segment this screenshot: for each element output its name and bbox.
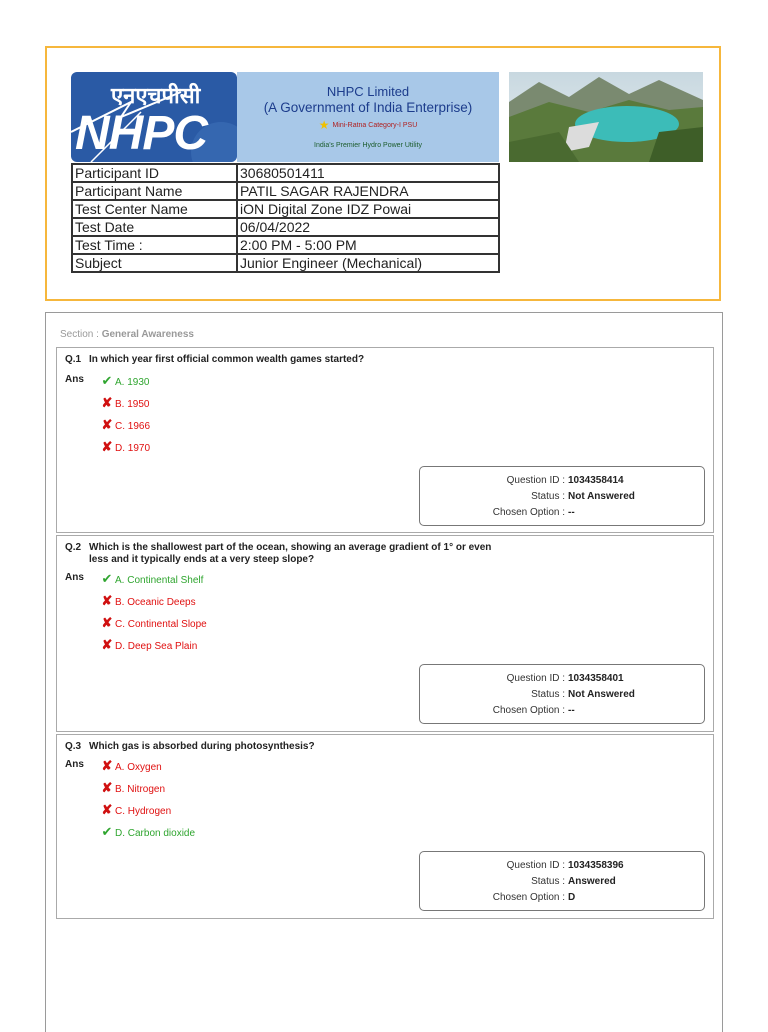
company-name: NHPC Limited xyxy=(326,84,410,99)
chosen-option-value: -- xyxy=(568,507,575,518)
section-label xyxy=(60,329,194,340)
info-key: Participant Name xyxy=(72,182,237,200)
question-card xyxy=(56,734,714,919)
option-label: C. Hydrogen xyxy=(115,806,172,817)
dam-landscape-image xyxy=(509,72,703,162)
question-panel xyxy=(45,312,723,1032)
question-status-label: Status : xyxy=(531,876,565,887)
info-value: iON Digital Zone IDZ Powai xyxy=(237,200,499,218)
info-key: Participant ID xyxy=(72,164,237,182)
answer-option xyxy=(99,418,150,432)
cross-icon: ✘ xyxy=(101,780,113,795)
answer-option xyxy=(99,825,195,839)
chosen-option-value: -- xyxy=(568,705,575,716)
answer-option xyxy=(99,440,150,454)
info-row xyxy=(72,164,499,182)
category-line xyxy=(237,118,499,132)
question-text: In which year first official common wealth games started? xyxy=(89,354,365,365)
chosen-option-label: Chosen Option : xyxy=(492,892,565,903)
option-label: A. Continental Shelf xyxy=(115,575,204,586)
question-id-label: Question ID : xyxy=(506,673,565,684)
question-status-value: Not Answered xyxy=(568,689,635,700)
info-key: Test Center Name xyxy=(72,200,237,218)
info-value: PATIL SAGAR RAJENDRA xyxy=(237,182,499,200)
question-card xyxy=(56,347,714,533)
answer-option xyxy=(99,638,197,652)
answer-option xyxy=(99,374,149,388)
info-value: 06/04/2022 xyxy=(237,218,499,236)
cross-icon: ✘ xyxy=(101,417,113,432)
nhpc-logo xyxy=(71,72,237,162)
question-meta-box xyxy=(419,664,705,724)
section-name: General Awareness xyxy=(101,329,194,340)
cross-icon: ✘ xyxy=(101,802,113,817)
option-label: C. Continental Slope xyxy=(115,619,207,630)
option-label: A. 1930 xyxy=(115,377,150,388)
answer-option xyxy=(99,396,149,410)
cross-icon: ✘ xyxy=(101,615,113,630)
option-label: B. Oceanic Deeps xyxy=(115,597,196,608)
info-key: Test Date xyxy=(72,218,237,236)
chosen-option-label: Chosen Option : xyxy=(492,705,565,716)
question-status-label: Status : xyxy=(531,491,565,502)
check-icon: ✔ xyxy=(101,571,113,586)
info-key: Test Time : xyxy=(72,236,237,254)
tagline: India's Premier Hydro Power Utility xyxy=(314,142,422,149)
check-icon: ✔ xyxy=(101,373,113,388)
answer-label: Ans xyxy=(65,572,84,583)
question-number: Q.2 xyxy=(65,542,82,553)
section-prefix: Section : xyxy=(60,329,102,340)
option-label: D. Carbon dioxide xyxy=(115,828,196,839)
question-id-value: 1034358401 xyxy=(568,673,624,684)
chosen-option-label: Chosen Option : xyxy=(492,507,565,518)
info-row xyxy=(72,254,499,272)
question-title xyxy=(65,542,509,566)
nhpc-banner xyxy=(71,72,703,162)
option-label: D. Deep Sea Plain xyxy=(115,641,198,652)
answer-option xyxy=(99,759,162,773)
category-text: Mini-Ratna Category-I PSU xyxy=(332,121,418,129)
question-title xyxy=(65,741,509,753)
info-value: 30680501411 xyxy=(237,164,499,182)
question-id-value: 1034358396 xyxy=(568,860,624,871)
info-key: Subject xyxy=(72,254,237,272)
question-text: Which is the shallowest part of the ocean, showing an average gradient of 1° or even less and it typically ends at a very steep slope? xyxy=(89,542,492,565)
answer-label: Ans xyxy=(65,374,84,385)
question-id-label: Question ID : xyxy=(506,475,565,486)
question-meta-box xyxy=(419,851,705,911)
option-label: A. Oxygen xyxy=(115,762,162,773)
info-row xyxy=(72,218,499,236)
question-id-label: Question ID : xyxy=(506,860,565,871)
question-title xyxy=(65,354,509,366)
question-id-value: 1034358414 xyxy=(568,475,624,486)
question-number: Q.1 xyxy=(65,354,82,365)
question-status-label: Status : xyxy=(531,689,565,700)
question-status-value: Not Answered xyxy=(568,491,635,502)
answer-option xyxy=(99,572,203,586)
answer-option xyxy=(99,594,196,608)
option-label: D. 1970 xyxy=(115,443,151,454)
question-meta-box xyxy=(419,466,705,526)
answer-option xyxy=(99,616,207,630)
option-label: B. Nitrogen xyxy=(115,784,166,795)
star-icon: ★ xyxy=(318,118,330,132)
question-text: Which gas is absorbed during photosynthesis? xyxy=(89,741,315,752)
candidate-header-card xyxy=(45,46,721,301)
logo-english-text: NHPC xyxy=(75,107,208,160)
banner-company-info xyxy=(237,72,499,162)
question-card xyxy=(56,535,714,732)
answer-option xyxy=(99,803,171,817)
answer-option xyxy=(99,781,165,795)
answer-label: Ans xyxy=(65,759,84,770)
question-status-value: Answered xyxy=(568,876,616,887)
info-row xyxy=(72,182,499,200)
dam-photo xyxy=(509,72,703,162)
cross-icon: ✘ xyxy=(101,395,113,410)
cross-icon: ✘ xyxy=(101,758,113,773)
chosen-option-value: D xyxy=(568,892,576,903)
cross-icon: ✘ xyxy=(101,637,113,652)
info-row xyxy=(72,236,499,254)
option-label: B. 1950 xyxy=(115,399,150,410)
govt-line: (A Government of India Enterprise) xyxy=(263,100,473,115)
info-value: Junior Engineer (Mechanical) xyxy=(237,254,499,272)
cross-icon: ✘ xyxy=(101,593,113,608)
participant-info-table xyxy=(71,163,500,273)
info-value: 2:00 PM - 5:00 PM xyxy=(237,236,499,254)
info-row xyxy=(72,200,499,218)
check-icon: ✔ xyxy=(101,824,113,839)
cross-icon: ✘ xyxy=(101,439,113,454)
logo-hindi-text: एनएचपीसी xyxy=(111,84,201,109)
option-label: C. 1966 xyxy=(115,421,151,432)
question-number: Q.3 xyxy=(65,741,82,752)
